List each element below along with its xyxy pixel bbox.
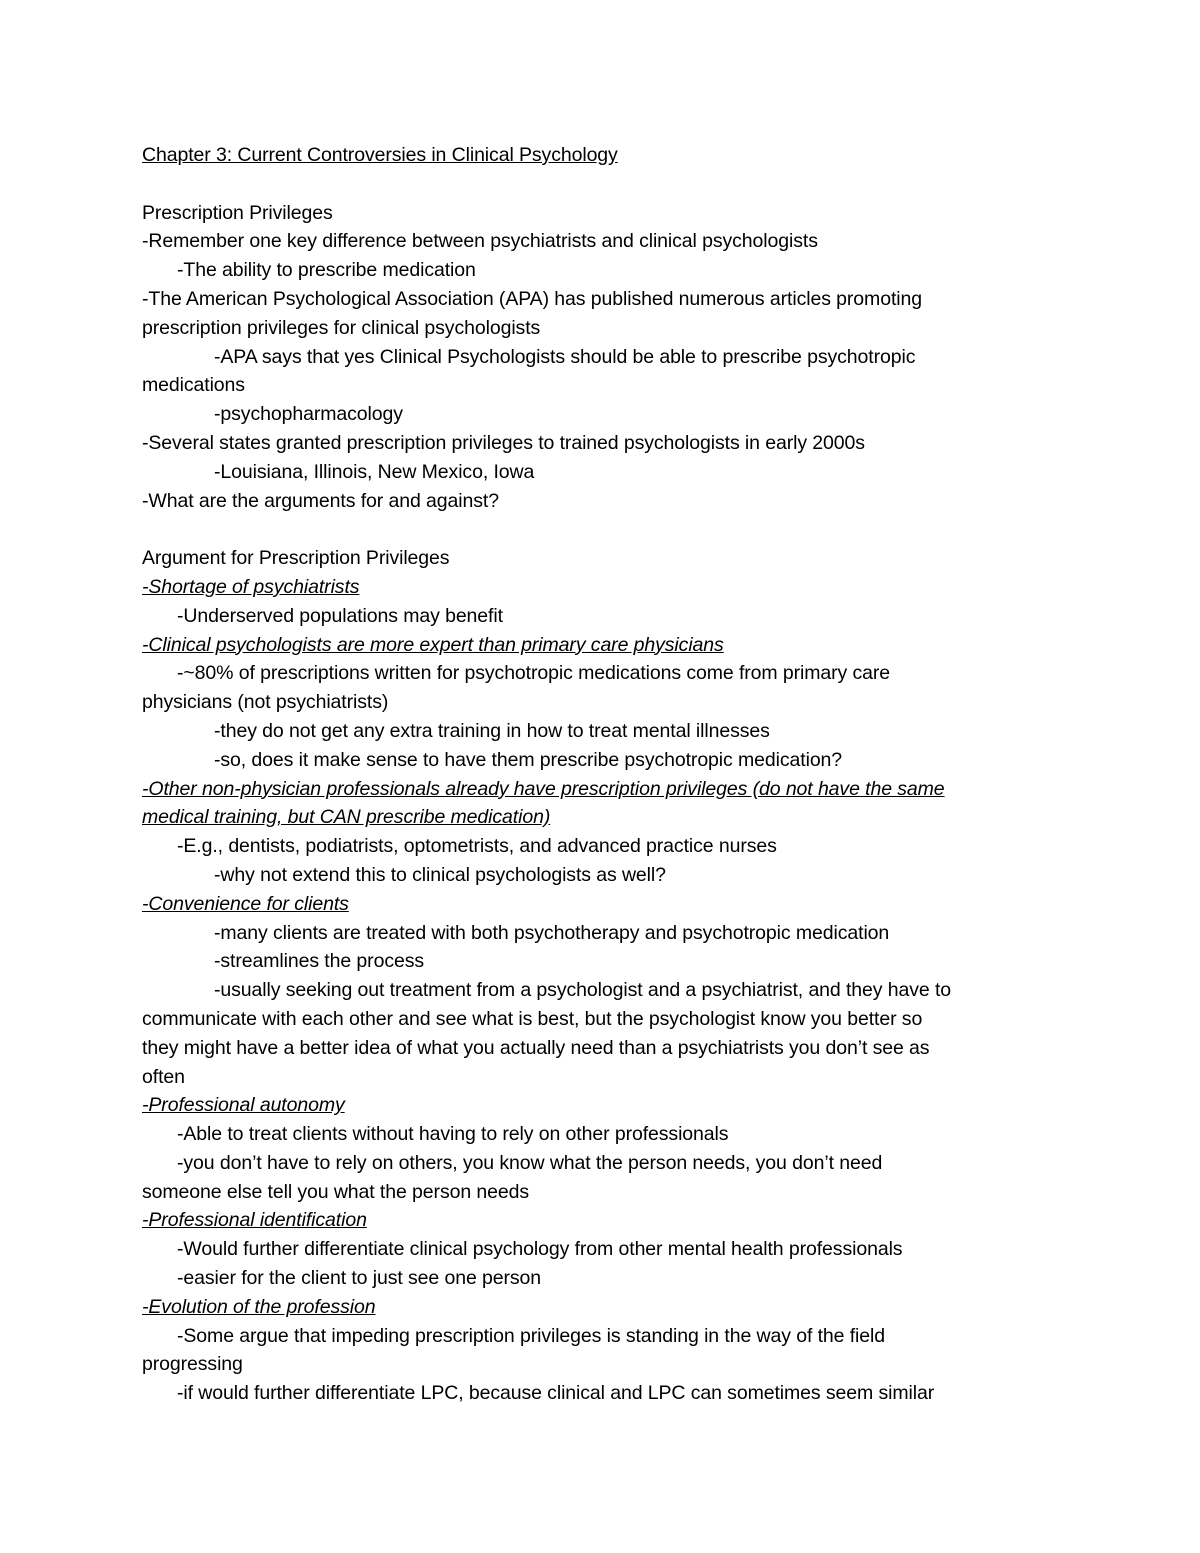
text-line: -Would further differentiate clinical psychology from other mental health professionals [177,1238,903,1261]
subheading-line: -Professional autonomy [142,1094,345,1117]
subheading-line: -Convenience for clients [142,892,349,915]
text-line: -streamlines the process [214,950,425,973]
text-line: -APA says that yes Clinical Psychologists should be able to prescribe psychotropic [214,345,916,368]
text-line: -~80% of prescriptions written for psychotropic medications come from primary care [177,662,891,685]
text-line: -Louisiana, Illinois, New Mexico, Iowa [214,460,535,483]
text-line: someone else tell you what the person needs [142,1180,530,1203]
text-line: -Several states granted prescription privileges to trained psychologists in early 2000s [142,431,865,454]
subheading-line: medical training, but CAN prescribe medication) [142,806,551,829]
text-line: they might have a better idea of what you actually need than a psychiatrists you don’t see as [142,1036,930,1059]
text-line: -What are the arguments for and against? [142,489,499,512]
spacer [142,170,1042,199]
section-heading: Prescription Privileges [142,201,333,224]
subheading-line: -Shortage of psychiatrists [142,575,360,598]
section-heading: Argument for Prescription Privileges [142,547,450,570]
text-line: -The ability to prescribe medication [177,259,476,282]
text-line: medications [142,374,245,397]
text-line: -Able to treat clients without having to rely on other professionals [177,1123,729,1146]
spacer [142,515,1042,544]
text-line: -usually seeking out treatment from a psychologist and a psychiatrist, and they have to [214,979,952,1002]
text-line: progressing [142,1353,243,1376]
subheading-line: -Clinical psychologists are more expert than primary care physicians [142,633,724,656]
text-line: -you don’t have to rely on others, you know what the person needs, you don’t need [177,1151,883,1174]
text-line: -many clients are treated with both psychotherapy and psychotropic medication [214,921,890,944]
text-line: communicate with each other and see what is best, but the psychologist know you better so [142,1007,923,1030]
text-line: -if would further differentiate LPC, because clinical and LPC can sometimes seem similar [177,1382,935,1405]
text-line: -easier for the client to just see one person [177,1267,542,1290]
text-line: -Underserved populations may benefit [177,604,503,627]
text-line: often [142,1065,185,1088]
text-line: -The American Psychological Association (APA) has published numerous articles promoting [142,287,922,310]
text-line: -psychopharmacology [214,403,403,426]
subheading-line: -Evolution of the profession [142,1295,376,1318]
text-line: -so, does it make sense to have them prescribe psychotropic medication? [214,748,843,771]
text-line: physicians (not psychiatrists) [142,691,389,714]
subheading-line: -Other non-physician professionals already have prescription privileges (do not have the same [142,777,945,800]
document-title: Chapter 3: Current Controversies in Clinical Psychology [142,144,618,166]
text-line: -they do not get any extra training in how to treat mental illnesses [214,719,770,742]
document-page [142,141,1042,1408]
text-line: -E.g., dentists, podiatrists, optometrists, and advanced practice nurses [177,835,777,858]
text-line: -Some argue that impeding prescription privileges is standing in the way of the field [177,1324,885,1347]
text-line: -why not extend this to clinical psychologists as well? [214,863,666,886]
text-line: prescription privileges for clinical psychologists [142,316,541,339]
text-line: -Remember one key difference between psychiatrists and clinical psychologists [142,230,818,253]
subheading-line: -Professional identification [142,1209,367,1232]
